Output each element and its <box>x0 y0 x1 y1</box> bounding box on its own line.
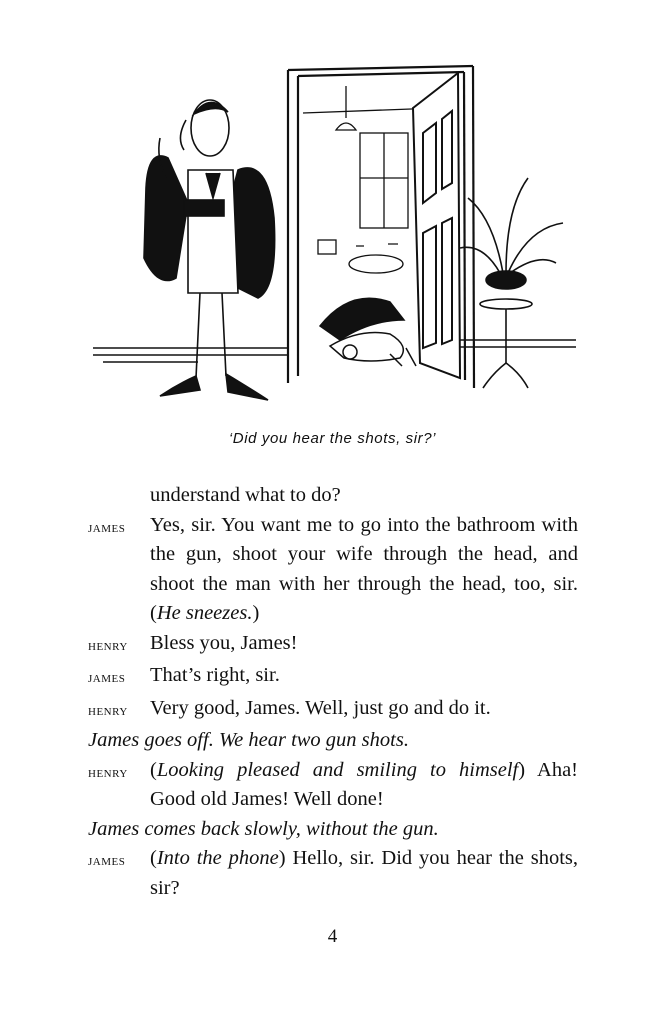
speaker-name: james <box>88 853 126 869</box>
dialogue-text: Very good, James. Well, just go and do it. <box>150 696 491 719</box>
dialogue-close: ) <box>252 602 260 624</box>
dialogue-text: Bless you, James! <box>150 631 298 654</box>
script-line <box>88 481 578 511</box>
stage-direction: Looking pleased and smiling to himself <box>156 758 519 781</box>
speaker-blank <box>88 481 150 511</box>
script-line <box>88 511 578 629</box>
script-line <box>88 756 578 815</box>
dialogue-text: That’s right, sir. <box>150 664 280 686</box>
script-line <box>88 629 578 662</box>
script-line <box>88 661 578 694</box>
dialogue-text <box>150 511 578 629</box>
dialogue-body: ) Hello, sir. Did you hear the shots, sir? <box>150 847 578 899</box>
speaker-name: henry <box>88 637 128 654</box>
dialogue-open: ( <box>150 847 157 869</box>
stage-direction: Into the phone <box>156 847 279 869</box>
dialogue-open: ( <box>150 758 157 781</box>
speaker-name: henry <box>88 764 128 781</box>
dialogue-body: ) Aha! Good old James! Well done! <box>150 758 578 810</box>
dialogue-text <box>150 756 578 815</box>
page-number: 4 <box>327 926 338 947</box>
butler-telephone-doorway-illustration <box>88 58 580 418</box>
dialogue-body: Yes, sir. You want me to go into the bathroom with the gun, shoot your wife through the head, and shoot the man with her through the head, too, sir. ( <box>150 513 578 624</box>
script-line <box>88 844 578 903</box>
speaker-name: henry <box>88 702 128 719</box>
speaker-name: james <box>88 519 126 536</box>
script-line <box>88 694 578 727</box>
dialogue-text: understand what to do? <box>150 484 341 506</box>
stage-direction-line: James goes off. We hear two gun shots. <box>88 729 409 751</box>
speaker-name: james <box>88 670 126 686</box>
stage-direction-line: James comes back slowly, without the gun. <box>88 817 439 840</box>
play-script <box>88 481 578 903</box>
dialogue-text <box>150 844 578 903</box>
illustration-caption: ‘Did you hear the shots, sir?’ <box>228 430 437 447</box>
stage-direction: He sneezes. <box>156 602 253 624</box>
